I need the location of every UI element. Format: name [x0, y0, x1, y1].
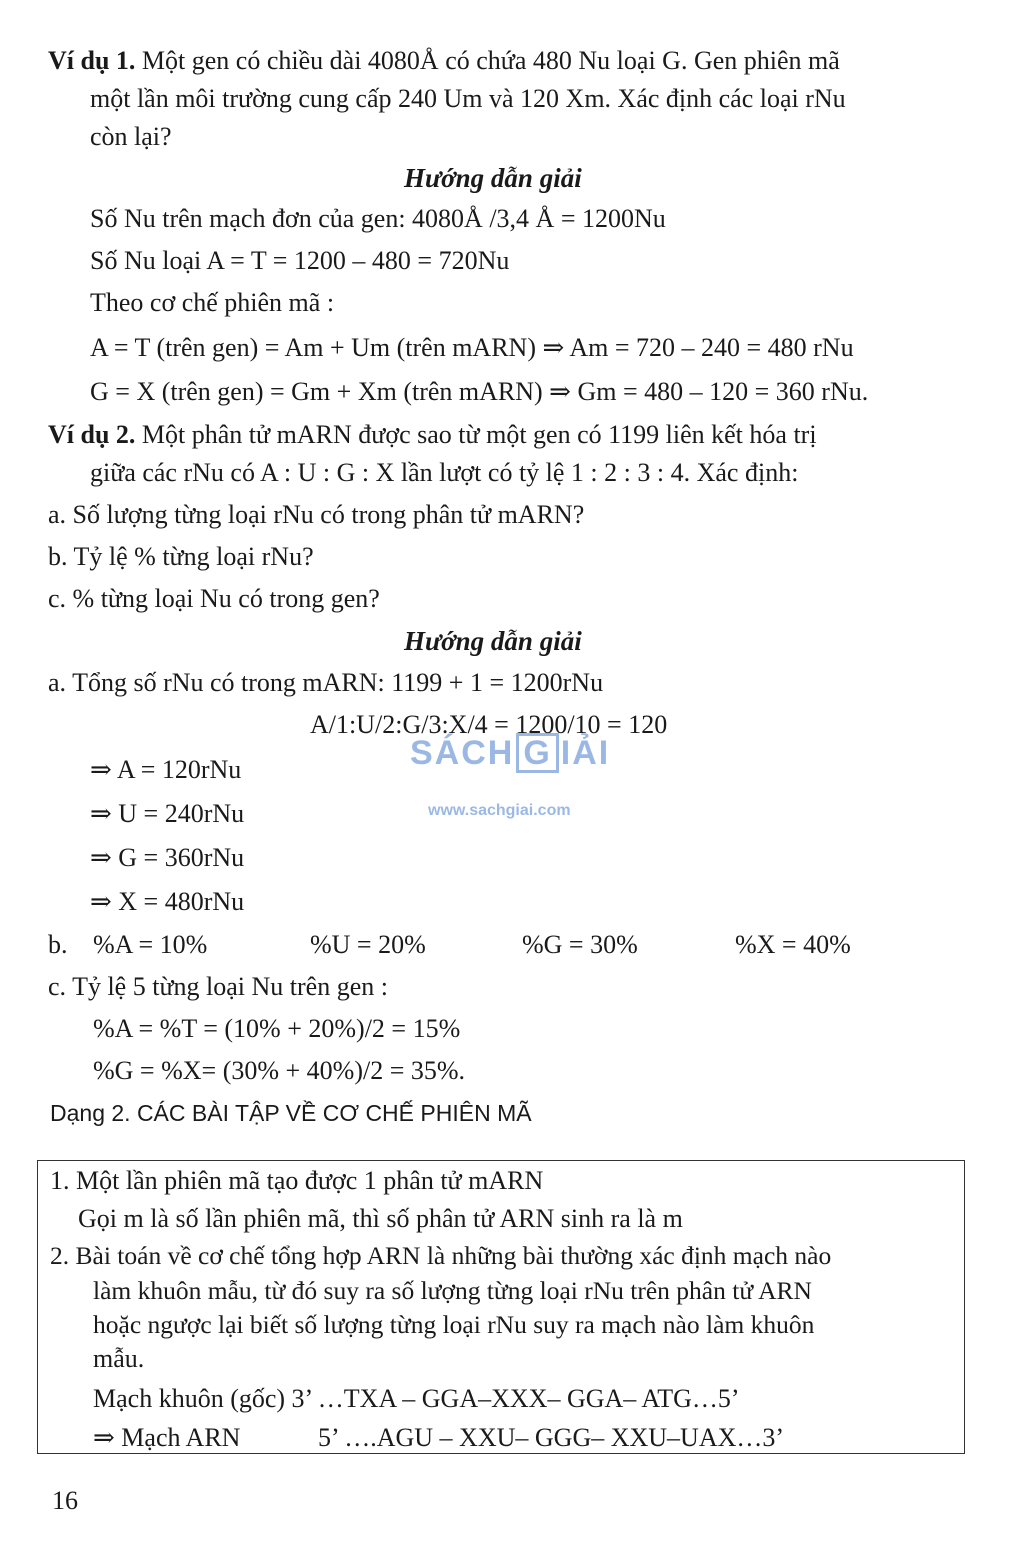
- summary-template-strand: Mạch khuôn (gốc) 3’ …TXA – GGA–XXX– GGA– ATG…5’: [93, 1384, 740, 1413]
- summary-item2-line2: làm khuôn mẫu, từ đó suy ra số lượng từng loại rNu trên phân tử ARN: [93, 1276, 812, 1305]
- summary-item1-sub: Gọi m là số lần phiên mã, thì số phân tử ARN sinh ra là m: [78, 1204, 683, 1233]
- summary-rna-strand-label: ⇒ Mạch ARN: [93, 1423, 241, 1452]
- example2-answer-c-line: %G = %X= (30% + 40%)/2 = 35%.: [93, 1056, 466, 1085]
- example2-ratio: A/1:U/2:G/3:X/4 = 1200/10 = 120: [310, 710, 668, 739]
- example2-result: ⇒ X = 480rNu: [90, 887, 245, 916]
- example2-question: b. Tỷ lệ % từng loại rNu?: [48, 542, 314, 571]
- example2-answer-b-item: %X = 40%: [735, 930, 851, 959]
- example1-step: Số Nu loại A = T = 1200 – 480 = 720Nu: [90, 246, 510, 275]
- summary-item2-line1: 2. Bài toán về cơ chế tổng hợp ARN là những bài thường xác định mạch nào: [50, 1241, 832, 1270]
- example1-step: Theo cơ chế phiên mã :: [90, 288, 335, 317]
- example2-solution-title: Hướng dẫn giải: [404, 626, 582, 656]
- example1-step: G = X (trên gen) = Gm + Xm (trên mARN) ⇒ Gm = 480 – 120 = 360 rNu.: [90, 377, 869, 406]
- example2-line2: giữa các rNu có A : U : G : X lần lượt có tỷ lệ 1 : 2 : 3 : 4. Xác định:: [90, 458, 799, 487]
- watermark-logo: SÁCH G IẢI: [410, 734, 611, 772]
- example2-answer-b-label: b.: [48, 930, 68, 959]
- example1-line3: còn lại?: [90, 122, 172, 151]
- example2-result: ⇒ A = 120rNu: [90, 755, 242, 784]
- example2-answer-b-item: %A = 10%: [93, 930, 208, 959]
- example1-step: Số Nu trên mạch đơn của gen: 4080Å /3,4 Å = 1200Nu: [90, 204, 666, 233]
- example2-result: ⇒ U = 240rNu: [90, 799, 245, 828]
- example2-question: c. % từng loại Nu có trong gen?: [48, 584, 380, 613]
- example2-answer-c: c. Tỷ lệ 5 từng loại Nu trên gen :: [48, 972, 388, 1001]
- summary-item2-line4: mẫu.: [93, 1344, 145, 1373]
- example1-line1: Ví dụ 1. Một gen có chiều dài 4080Å có chứa 480 Nu loại G. Gen phiên mã: [48, 46, 840, 75]
- example1-solution-title: Hướng dẫn giải: [404, 163, 582, 193]
- example1-step: A = T (trên gen) = Am + Um (trên mARN) ⇒ Am = 720 – 240 = 480 rNu: [90, 333, 854, 362]
- example2-answer-b-item: %G = 30%: [522, 930, 638, 959]
- example2-result: ⇒ G = 360rNu: [90, 843, 245, 872]
- watermark-url: www.sachgiai.com: [428, 802, 571, 819]
- summary-rna-strand-seq: 5’ ….AGU – XXU– GGG– XXU–UAX…3’: [318, 1423, 785, 1452]
- example1-label: Ví dụ 1.: [48, 46, 136, 75]
- section-heading: Dạng 2. CÁC BÀI TẬP VỀ CƠ CHẾ PHIÊN MÃ: [50, 1100, 532, 1126]
- page-number: 16: [52, 1486, 78, 1515]
- example1-line2: một lần môi trường cung cấp 240 Um và 120 Xm. Xác định các loại rNu: [90, 84, 846, 113]
- example2-answer-a: a. Tổng số rNu có trong mARN: 1199 + 1 = 1200rNu: [48, 668, 604, 697]
- example2-label: Ví dụ 2.: [48, 420, 136, 449]
- summary-item2-line3: hoặc ngược lại biết số lượng từng loại rNu suy ra mạch nào làm khuôn: [93, 1310, 815, 1339]
- example2-answer-c-line: %A = %T = (10% + 20%)/2 = 15%: [93, 1014, 461, 1043]
- example2-question: a. Số lượng từng loại rNu có trong phân tử mARN?: [48, 500, 585, 529]
- summary-item1: 1. Một lần phiên mã tạo được 1 phân tử mARN: [50, 1166, 544, 1195]
- example2-line1: Ví dụ 2. Một phân tử mARN được sao từ một gen có 1199 liên kết hóa trị: [48, 420, 817, 449]
- example2-answer-b-item: %U = 20%: [310, 930, 426, 959]
